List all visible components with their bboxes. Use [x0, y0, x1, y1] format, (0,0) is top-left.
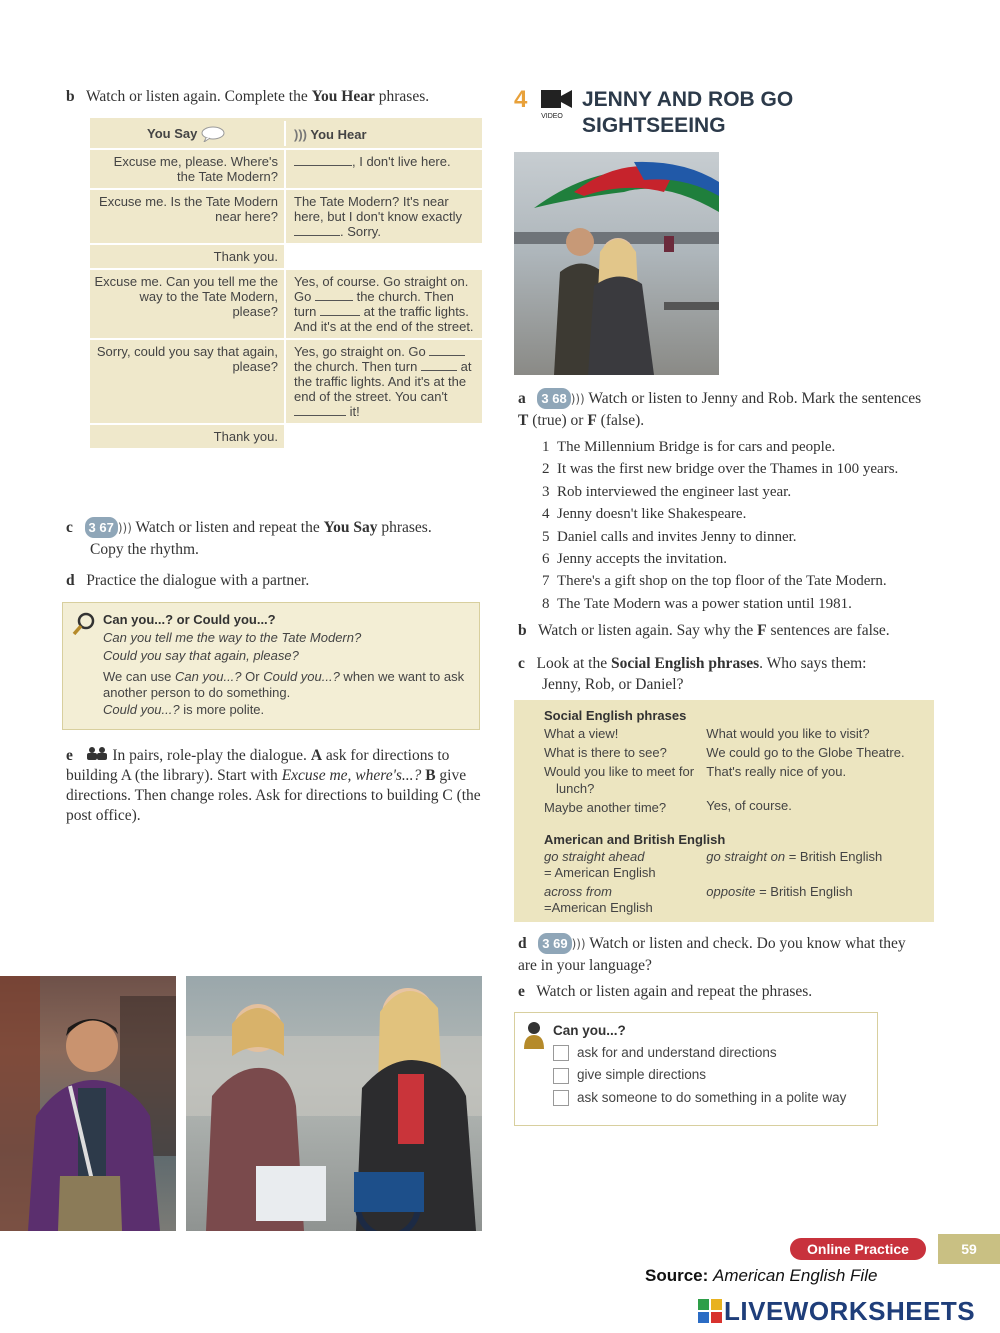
- speech-bubble-icon: [201, 126, 225, 142]
- magnifier-icon: [71, 611, 97, 637]
- audio-track-badge[interactable]: 3 68: [537, 388, 570, 409]
- online-practice-badge[interactable]: Online Practice: [790, 1238, 926, 1260]
- list-item[interactable]: 3 Rob interviewed the engineer last year.: [542, 483, 792, 500]
- social-english-box: Social English phrases What a view! What is there to see? Would you like to meet for lunch? Maybe another time? What would you like to visit? We could go to the Globe Theatre. That's really nice of you. Yes, of course. American and British English go straight ahead = American English go straight on = British English across from =American English opposite = British English: [514, 700, 934, 922]
- section-title: JENNY AND ROB GO SIGHTSEEING: [582, 88, 794, 137]
- blank-gap[interactable]: [294, 405, 346, 416]
- photo-daniel: [0, 976, 176, 1231]
- pair-work-icon: [85, 746, 109, 760]
- right-d-instruction: d 3 69 ))) Watch or listen and check. Do you know what they are in your language?: [518, 935, 906, 974]
- brand-wordmark: LIVEWORKSHEETS: [724, 1295, 976, 1326]
- blank-gap[interactable]: [294, 225, 340, 236]
- checklist-item[interactable]: ask for and understand directions: [553, 1045, 867, 1061]
- can-you-checklist: [514, 1012, 878, 1126]
- left-c-instruction: c 3 67 ))) Watch or listen and repeat the You Say phrases. Copy the rhythm.: [66, 519, 432, 558]
- right-e-instruction: e Watch or listen again and repeat the phrases.: [518, 983, 813, 1000]
- table-row: Sorry, could you say that again, please? Yes, go straight on. Go the church. Then turn at the traffic lights. And it's at the end of the street. You can't it!: [90, 340, 482, 425]
- blank-gap[interactable]: [320, 305, 360, 316]
- table-header: [90, 118, 482, 150]
- sound-waves-icon: ))): [571, 937, 586, 951]
- audio-track-badge[interactable]: 3 67: [85, 517, 118, 538]
- grammar-tip-box: Can you...? or Could you...? Can you tell me the way to the Tate Modern? Could you say that again, please? We can use Can you...? Or Could you...? when we want to ask another person to do something. Could you...? is more polite.: [62, 602, 480, 730]
- american-british-title: American and British English: [544, 832, 726, 847]
- blank-gap[interactable]: [421, 360, 457, 371]
- right-b-instruction: b Watch or listen again. Say why the F sentences are false.: [518, 622, 890, 639]
- table-row: Excuse me. Can you tell me the way to the Tate Modern, please? Yes, of course. Go straight on. Go the church. Then turn at the traffic lights. And it's at the end of the street.: [90, 270, 482, 340]
- list-item[interactable]: 7 There's a gift shop on the top floor of the Tate Modern.: [542, 573, 887, 590]
- blank-gap[interactable]: [429, 345, 465, 356]
- checklist-item[interactable]: ask someone to do something in a polite way: [553, 1090, 867, 1106]
- page-number: 59: [938, 1234, 1000, 1264]
- grammar-tip-title: Can you...? or Could you...?: [103, 612, 276, 627]
- audio-track-badge[interactable]: 3 69: [538, 933, 571, 954]
- source-credit: Source: American English File: [645, 1266, 878, 1285]
- social-english-title: Social English phrases: [544, 708, 687, 723]
- left-b-instruction: b Watch or listen again. Complete the You Hear phrases.: [66, 88, 430, 105]
- blank-gap[interactable]: [294, 155, 352, 166]
- checkbox[interactable]: [553, 1045, 569, 1061]
- dialogue-table: [90, 118, 482, 448]
- list-item[interactable]: 8 The Tate Modern was a power station until 1981.: [542, 595, 852, 612]
- table-row: Thank you.: [90, 245, 482, 270]
- checklist-item[interactable]: give simple directions: [553, 1067, 867, 1083]
- sound-waves-icon: ))): [294, 126, 307, 142]
- photo-jenny-rob-umbrella: [514, 152, 719, 375]
- sound-waves-icon: ))): [117, 521, 132, 535]
- list-item[interactable]: 2 It was the first new bridge over the Thames in 100 years.: [542, 461, 899, 478]
- checkbox[interactable]: [553, 1090, 569, 1106]
- student-icon: [523, 1021, 545, 1049]
- video-icon: VIDEO: [541, 88, 573, 118]
- list-item[interactable]: 5 Daniel calls and invites Jenny to dinner.: [542, 528, 797, 545]
- left-e-instruction: e In pairs, role-play the dialogue. A ask for directions to building A (the library). Start with Excuse me, where's...? B give directions. Then change roles. Ask for directions to building C (the post office).: [66, 747, 481, 824]
- liveworksheets-logo-icon: [698, 1299, 722, 1323]
- list-item[interactable]: 6 Jenny accepts the invitation.: [542, 551, 727, 568]
- right-c-instruction: c Look at the Social English phrases. Who says them: Jenny, Rob, or Daniel?: [518, 655, 867, 693]
- checkbox[interactable]: [553, 1068, 569, 1084]
- table-row: Excuse me, please. Where's the Tate Modern? , I don't live here.: [90, 150, 482, 190]
- you-hear-header: You Hear: [310, 126, 367, 142]
- right-a-instruction: a 3 68 ))) Watch or listen to Jenny and Rob. Mark the sentences T (true) or F (false).: [518, 390, 922, 429]
- statement-list: [542, 436, 942, 615]
- table-row: Thank you.: [90, 425, 482, 448]
- photo-jenny-bikes: [186, 976, 482, 1231]
- section-number: 4: [514, 86, 528, 113]
- you-say-header: You Say: [147, 125, 198, 141]
- left-d-instruction: d Practice the dialogue with a partner.: [66, 572, 310, 589]
- sound-waves-icon: ))): [570, 392, 585, 406]
- can-you-title: Can you...?: [553, 1023, 626, 1038]
- liveworksheets-logo[interactable]: [698, 1294, 975, 1328]
- list-item[interactable]: 1 The Millennium Bridge is for cars and people.: [542, 439, 836, 455]
- list-item[interactable]: 4 Jenny doesn't like Shakespeare.: [542, 506, 747, 523]
- blank-gap[interactable]: [315, 290, 353, 301]
- table-row: Excuse me. Is the Tate Modern near here? The Tate Modern? It's near here, but I don't know exactly . Sorry.: [90, 190, 482, 245]
